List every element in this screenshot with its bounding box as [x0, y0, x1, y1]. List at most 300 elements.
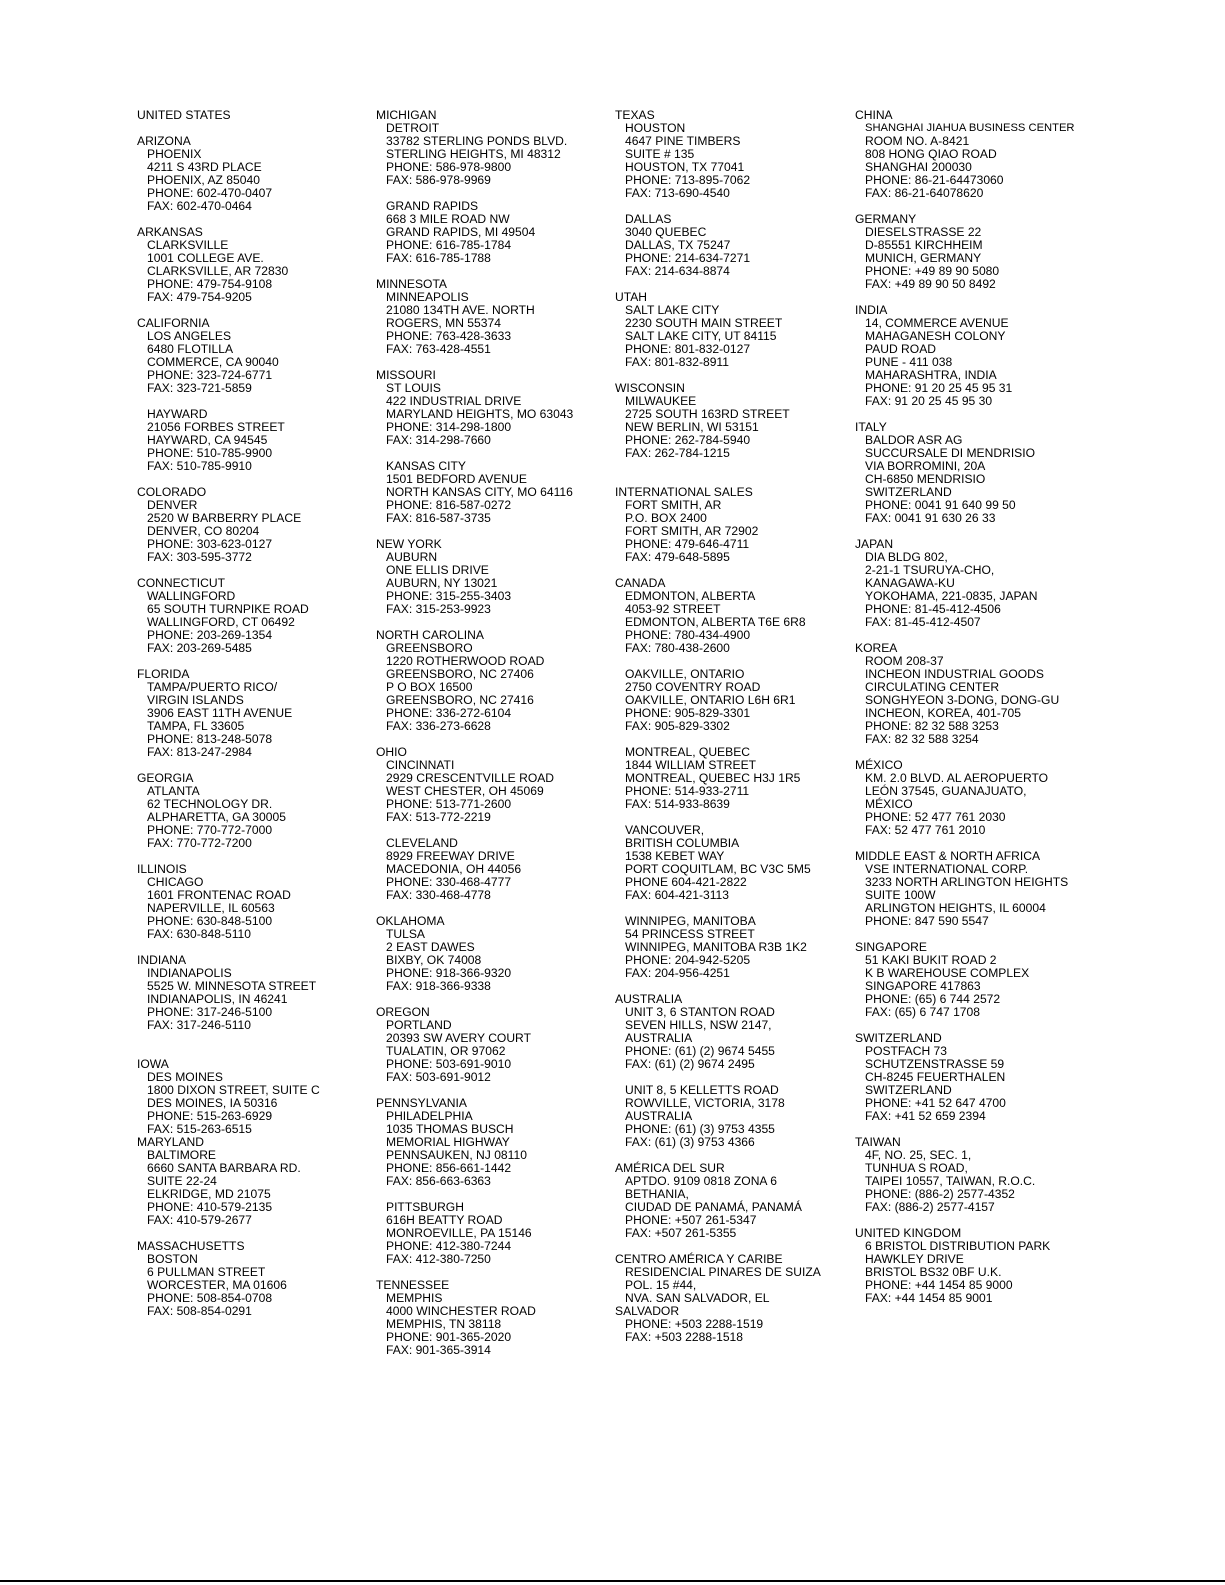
address-line: PHONE: 503-691-9010: [386, 1057, 512, 1071]
address-line: FAX: 813-247-2984: [147, 745, 252, 759]
address-line: FAX: 330-468-4778: [386, 888, 491, 902]
address-line: MEMORIAL HIGHWAY: [386, 1135, 510, 1149]
region-heading: FLORIDA: [137, 667, 190, 681]
address-line: 4F, NO. 25, SEC. 1,: [865, 1148, 972, 1162]
address-line: FAX: 479-754-9205: [147, 290, 252, 304]
address-line: PHONE: 510-785-9900: [147, 446, 273, 460]
address-line: FAX: 86-21-64078620: [865, 186, 984, 200]
page-bottom-rule: [0, 1580, 1225, 1582]
region-heading: MÉXICO: [855, 758, 903, 772]
address-line: FAX: 203-269-5485: [147, 641, 252, 655]
address-line: TUNHUA S ROAD,: [865, 1161, 968, 1175]
region-heading: CONNECTICUT: [137, 576, 226, 590]
address-line: FORT SMITH, AR: [625, 498, 722, 512]
address-line: CIRCULATING CENTER: [865, 680, 1000, 694]
address-line: FAX: 713-690-4540: [625, 186, 730, 200]
region-heading: SALVADOR: [615, 1304, 680, 1318]
address-line: POL. 15 #44,: [625, 1278, 697, 1292]
address-line: APTDO. 9109 0818 ZONA 6: [625, 1174, 777, 1188]
address-line: FAX: 52 477 761 2010: [865, 823, 986, 837]
address-line: FAX: 901-365-3914: [386, 1343, 491, 1357]
address-line: YOKOHAMA, 221-0835, JAPAN: [865, 589, 1038, 603]
address-line: PHONE: 204-942-5205: [625, 953, 751, 967]
address-line: PHONE: 317-246-5100: [147, 1005, 273, 1019]
address-line: 54 PRINCESS STREET: [625, 927, 755, 941]
region-heading: CANADA: [615, 576, 666, 590]
address-line: 1844 WILLIAM STREET: [625, 758, 757, 772]
address-line: FAX: 816-587-3735: [386, 511, 491, 525]
address-line: 14, COMMERCE AVENUE: [865, 316, 1009, 330]
address-line: 1220 ROTHERWOOD ROAD: [386, 654, 545, 668]
address-line: FAX: +503 2288-1518: [625, 1330, 744, 1344]
address-line: PHONE: 303-623-0127: [147, 537, 273, 551]
region-heading: NORTH CAROLINA: [376, 628, 484, 642]
address-line: POSTFACH 73: [865, 1044, 947, 1058]
address-line: 616H BEATTY ROAD: [386, 1213, 503, 1227]
address-line: PHONE: 86-21-64473060: [865, 173, 1004, 187]
region-heading: KOREA: [855, 641, 898, 655]
address-line: FAX: 303-595-3772: [147, 550, 252, 564]
address-line: 1601 FRONTENAC ROAD: [147, 888, 291, 902]
address-line: 6 BRISTOL DISTRIBUTION PARK: [865, 1239, 1051, 1253]
address-line: DALLAS: [625, 212, 672, 226]
address-line: WALLINGFORD, CT 06492: [147, 615, 295, 629]
address-line: 8929 FREEWAY DRIVE: [386, 849, 515, 863]
address-line: 3906 EAST 11TH AVENUE: [147, 706, 293, 720]
address-line: 6660 SANTA BARBARA RD.: [147, 1161, 301, 1175]
address-line: EDMONTON, ALBERTA T6E 6R8: [625, 615, 806, 629]
address-line: WORCESTER, MA 01606: [147, 1278, 287, 1292]
address-line: 65 SOUTH TURNPIKE ROAD: [147, 602, 309, 616]
directory-column-4: [855, 109, 1085, 1305]
region-heading: SINGAPORE: [855, 940, 927, 954]
address-line: ELKRIDGE, MD 21075: [147, 1187, 271, 1201]
address-line: BALDOR ASR AG: [865, 433, 963, 447]
address-line: LEÓN 37545, GUANAJUATO,: [865, 784, 1027, 798]
address-line: PHONE: 479-646-4711: [625, 537, 750, 551]
address-line: FAX: (65) 6 747 1708: [865, 1005, 980, 1019]
address-line: TUALATIN, OR 97062: [386, 1044, 506, 1058]
region-heading: TENNESSEE: [376, 1278, 450, 1292]
address-line: NVA. SAN SALVADOR, EL: [625, 1291, 770, 1305]
address-line: 20393 SW AVERY COURT: [386, 1031, 531, 1045]
address-line: FAX: (61) (2) 9674 2495: [625, 1057, 755, 1071]
blank-line: [137, 1032, 367, 1045]
region-heading: INDIA: [855, 303, 888, 317]
region-heading: JAPAN: [855, 537, 894, 551]
address-line: FAX: 0041 91 630 26 33: [865, 511, 996, 525]
address-line: PHONE: 323-724-6771: [147, 368, 273, 382]
address-line: GREENSBORO: [386, 641, 473, 655]
address-line: FAX: 503-691-9012: [386, 1070, 491, 1084]
address-line: FAX: 905-829-3302: [625, 719, 730, 733]
region-heading: MISSOURI: [376, 368, 436, 382]
region-heading: WISCONSIN: [615, 381, 685, 395]
address-line: ROOM NO. A-8421: [865, 134, 970, 148]
address-line: VSE INTERNATIONAL CORP.: [865, 862, 1029, 876]
address-line: 21056 FORBES STREET: [147, 420, 285, 434]
address-line: TAIPEI 10557, TAIWAN, R.O.C.: [865, 1174, 1036, 1188]
address-line: SEVEN HILLS, NSW 2147,: [625, 1018, 772, 1032]
address-line: INCHEON, KOREA, 401-705: [865, 706, 1021, 720]
address-line: DENVER: [147, 498, 198, 512]
address-line: GREENSBORO, NC 27406: [386, 667, 534, 681]
region-heading: ITALY: [855, 420, 887, 434]
address-line: PHONE: 315-255-3403: [386, 589, 512, 603]
address-line: AUSTRALIA: [625, 1109, 693, 1123]
address-line: OAKVILLE, ONTARIO L6H 6R1: [625, 693, 796, 707]
address-line: PHONE: 336-272-6104: [386, 706, 512, 720]
region-heading: GERMANY: [855, 212, 917, 226]
address-line: FAX: 91 20 25 45 95 30: [865, 394, 993, 408]
address-line: PHONE: 901-365-2020: [386, 1330, 512, 1344]
address-line: FAX: +44 1454 85 9001: [865, 1291, 993, 1305]
region-heading: INTERNATIONAL SALES: [615, 485, 753, 499]
address-line: BRISTOL BS32 0BF U.K.: [865, 1265, 1002, 1279]
address-line: WALLINGFORD: [147, 589, 236, 603]
address-line: PUNE - 411 038: [865, 355, 953, 369]
address-line: PHONE: 412-380-7244: [386, 1239, 512, 1253]
address-line: UNIT 3, 6 STANTON ROAD: [625, 1005, 775, 1019]
address-line: FAX: 510-785-9910: [147, 459, 252, 473]
address-line: CLEVELAND: [386, 836, 458, 850]
address-line: PHONE: 905-829-3301: [625, 706, 751, 720]
address-line: PHONE: 770-772-7000: [147, 823, 273, 837]
address-line: 808 HONG QIAO ROAD: [865, 147, 997, 161]
address-line: PAUD ROAD: [865, 342, 937, 356]
address-line: PHONE: 262-784-5940: [625, 433, 751, 447]
address-line: PITTSBURGH: [386, 1200, 464, 1214]
address-line: AUSTRALIA: [625, 1031, 693, 1045]
address-line: WINNIPEG, MANITOBA: [625, 914, 756, 928]
address-line: FAX: 918-366-9338: [386, 979, 491, 993]
address-line: 2750 COVENTRY ROAD: [625, 680, 761, 694]
address-line: VIA BORROMINI, 20A: [865, 459, 986, 473]
address-line: FAX: 856-663-6363: [386, 1174, 491, 1188]
address-line: 2-21-1 TSURUYA-CHO,: [865, 563, 995, 577]
region-heading: AUSTRALIA: [615, 992, 683, 1006]
address-line: NEW BERLIN, WI 53151: [625, 420, 759, 434]
address-line: AUBURN: [386, 550, 438, 564]
address-line: SWITZERLAND: [865, 1083, 952, 1097]
address-line: 4053-92 STREET: [625, 602, 721, 616]
address-line: PHONE: 713-895-7062: [625, 173, 751, 187]
address-line: MONTREAL, QUEBEC: [625, 745, 750, 759]
address-line: PHONE: 515-263-6929: [147, 1109, 273, 1123]
region-heading: INDIANA: [137, 953, 187, 967]
address-line: PENNSAUKEN, NJ 08110: [386, 1148, 527, 1162]
address-line: SINGAPORE 417863: [865, 979, 981, 993]
address-line: FAX: 314-298-7660: [386, 433, 491, 447]
region-heading: NEW YORK: [376, 537, 442, 551]
address-line: PHONE: 52 477 761 2030: [865, 810, 1006, 824]
address-line: PHONE: (886-2) 2577-4352: [865, 1187, 1015, 1201]
address-line: 1538 KEBET WAY: [625, 849, 725, 863]
address-line: DALLAS, TX 75247: [625, 238, 731, 252]
address-line: 1800 DIXON STREET, SUITE C: [147, 1083, 320, 1097]
address-line: FAX: 317-246-5110: [147, 1018, 251, 1032]
region-heading: TEXAS: [615, 108, 655, 122]
address-line: HOUSTON, TX 77041: [625, 160, 745, 174]
blank-line: [855, 291, 1085, 304]
address-line: ROGERS, MN 55374: [386, 316, 501, 330]
address-line: PHONE: 479-754-9108: [147, 277, 273, 291]
address-line: PHONE: +49 89 90 5080: [865, 264, 1000, 278]
address-line: FAX: 410-579-2677: [147, 1213, 252, 1227]
address-line: 6480 FLOTILLA: [147, 342, 234, 356]
address-line: 5525 W. MINNESOTA STREET: [147, 979, 317, 993]
address-line: TAMPA, FL 33605: [147, 719, 245, 733]
address-line: FAX: 262-784-1215: [625, 446, 730, 460]
address-line: FAX: 514-933-8639: [625, 797, 730, 811]
address-line: PHONE: 847 590 5547: [865, 914, 989, 928]
address-line: FAX: 801-832-8911: [625, 355, 729, 369]
address-line: GRAND RAPIDS: [386, 199, 479, 213]
blank-line: [137, 1045, 367, 1058]
address-line: DIESELSTRASSE 22: [865, 225, 982, 239]
address-line: RESIDENCIAL PINARES DE SUIZA: [625, 1265, 821, 1279]
address-line: DENVER, CO 80204: [147, 524, 260, 538]
address-line: PHONE: 314-298-1800: [386, 420, 512, 434]
address-line: LOS ANGELES: [147, 329, 232, 343]
address-line: 4211 S 43RD PLACE: [147, 160, 262, 174]
region-heading: TAIWAN: [855, 1135, 901, 1149]
region-heading: CENTRO AMÉRICA Y CARIBE: [615, 1252, 783, 1266]
address-line: ST LOUIS: [386, 381, 441, 395]
address-line: PHOENIX, AZ 85040: [147, 173, 260, 187]
region-heading: UTAH: [615, 290, 648, 304]
region-heading: IOWA: [137, 1057, 169, 1071]
address-line: SALT LAKE CITY: [625, 303, 720, 317]
address-line: BETHANIA,: [625, 1187, 689, 1201]
address-line: FAX: (886-2) 2577-4157: [865, 1200, 995, 1214]
address-line: PHONE: 801-832-0127: [625, 342, 751, 356]
address-line: SWITZERLAND: [865, 485, 952, 499]
address-line: CLARKSVILLE, AR 72830: [147, 264, 289, 278]
address-line: PHONE: (61) (2) 9674 5455: [625, 1044, 775, 1058]
address-line: HOUSTON: [625, 121, 686, 135]
region-heading: MASSACHUSETTS: [137, 1239, 245, 1253]
address-line: 62 TECHNOLOGY DR.: [147, 797, 273, 811]
address-line: 2929 CRESCENTVILLE ROAD: [386, 771, 555, 785]
address-line: CLARKSVILLE: [147, 238, 229, 252]
blank-line: [855, 408, 1085, 421]
address-line: PORTLAND: [386, 1018, 452, 1032]
region-heading: SWITZERLAND: [855, 1031, 942, 1045]
address-line: ATLANTA: [147, 784, 200, 798]
address-line: 1035 THOMAS BUSCH: [386, 1122, 514, 1136]
address-line: PHONE: 203-269-1354: [147, 628, 273, 642]
region-heading: OKLAHOMA: [376, 914, 445, 928]
address-line: MUNICH, GERMANY: [865, 251, 982, 265]
address-line: INDIANAPOLIS: [147, 966, 232, 980]
address-line: PHONE: +503 2288-1519: [625, 1317, 764, 1331]
address-line: PHONE: 780-434-4900: [625, 628, 751, 642]
address-line: INCHEON INDUSTRIAL GOODS: [865, 667, 1044, 681]
region-heading: CALIFORNIA: [137, 316, 210, 330]
address-line: ROWVILLE, VICTORIA, 3178: [625, 1096, 785, 1110]
region-heading: ARKANSAS: [137, 225, 203, 239]
address-line: PHONE: +44 1454 85 9000: [865, 1278, 1013, 1292]
address-line: FAX: +507 261-5355: [625, 1226, 737, 1240]
address-line: BOSTON: [147, 1252, 198, 1266]
address-line: K B WAREHOUSE COMPLEX: [865, 966, 1030, 980]
address-line: 2230 SOUTH MAIN STREET: [625, 316, 783, 330]
address-line: PORT COQUITLAM, BC V3C 5M5: [625, 862, 811, 876]
address-line: GRAND RAPIDS, MI 49504: [386, 225, 536, 239]
address-line: PHONE: 630-848-5100: [147, 914, 273, 928]
address-line: FAX: 602-470-0464: [147, 199, 252, 213]
address-line: MAHARASHTRA, INDIA: [865, 368, 997, 382]
address-line: MARYLAND HEIGHTS, MO 63043: [386, 407, 574, 421]
address-line: VIRGIN ISLANDS: [147, 693, 244, 707]
address-line: FAX: 763-428-4551: [386, 342, 491, 356]
address-line: COMMERCE, CA 90040: [147, 355, 279, 369]
address-line: PHONE: 763-428-3633: [386, 329, 512, 343]
address-line: FAX: 770-772-7200: [147, 836, 252, 850]
address-line: PHILADELPHIA: [386, 1109, 473, 1123]
address-line: VANCOUVER,: [625, 823, 705, 837]
address-line: HAYWARD, CA 94545: [147, 433, 268, 447]
address-line: PHONE: 514-933-2711: [625, 784, 750, 798]
address-line: 2725 SOUTH 163RD STREET: [625, 407, 790, 421]
address-line: SUITE # 135: [625, 147, 695, 161]
address-line: MINNEAPOLIS: [386, 290, 469, 304]
region-heading: UNITED STATES: [137, 108, 231, 122]
blank-line: [376, 733, 608, 746]
blank-line: [615, 278, 847, 291]
region-heading: ILLINOIS: [137, 862, 187, 876]
address-line: NORTH KANSAS CITY, MO 64116: [386, 485, 573, 499]
address-line: PHONE: 82 32 588 3253: [865, 719, 999, 733]
address-line: EDMONTON, ALBERTA: [625, 589, 756, 603]
address-line: FAX: 630-848-5110: [147, 927, 251, 941]
region-heading: UNITED KINGDOM: [855, 1226, 962, 1240]
address-line: FAX: 204-956-4251: [625, 966, 730, 980]
address-line: 51 KAKI BUKIT ROAD 2: [865, 953, 997, 967]
address-line: SUITE 100W: [865, 888, 936, 902]
region-heading: MIDDLE EAST & NORTH AFRICA: [855, 849, 1041, 863]
address-line: HAWKLEY DRIVE: [865, 1252, 964, 1266]
region-heading: COLORADO: [137, 485, 207, 499]
address-line: HAYWARD: [147, 407, 208, 421]
address-line: MONROEVILLE, PA 15146: [386, 1226, 532, 1240]
address-line: SCHUTZENSTRASSE 59: [865, 1057, 1005, 1071]
address-line: TULSA: [386, 927, 425, 941]
address-line: CINCINNATI: [386, 758, 455, 772]
address-line: CIUDAD DE PANAMÁ, PANAMÁ: [625, 1200, 802, 1214]
address-line: 4647 PINE TIMBERS: [625, 134, 741, 148]
address-line: KM. 2.0 BLVD. AL AEROPUERTO: [865, 771, 1049, 785]
address-line: FAX: 81-45-412-4507: [865, 615, 981, 629]
address-line: 21080 134TH AVE. NORTH: [386, 303, 535, 317]
address-line: 33782 STERLING PONDS BLVD.: [386, 134, 568, 148]
address-line: STERLING HEIGHTS, MI 48312: [386, 147, 561, 161]
address-line: PHONE: +41 52 647 4700: [865, 1096, 1006, 1110]
address-line: ALPHARETTA, GA 30005: [147, 810, 286, 824]
address-line: DETROIT: [386, 121, 440, 135]
address-line: BIXBY, OK 74008: [386, 953, 482, 967]
address-line: NAPERVILLE, IL 60563: [147, 901, 275, 915]
address-line: UNIT 8, 5 KELLETTS ROAD: [625, 1083, 779, 1097]
address-line: PHONE: 91 20 25 45 95 31: [865, 381, 1013, 395]
directory-column-3: [615, 109, 847, 1344]
address-line: FAX: 513-772-2219: [386, 810, 491, 824]
address-line: SUCCURSALE DI MENDRISIO: [865, 446, 1036, 460]
region-heading: ARIZONA: [137, 134, 191, 148]
address-line: 4000 WINCHESTER ROAD: [386, 1304, 536, 1318]
address-line: PHONE: 0041 91 640 99 50: [865, 498, 1016, 512]
address-line: FAX: +41 52 659 2394: [865, 1109, 986, 1123]
address-line: CH-8245 FEUERTHALEN: [865, 1070, 1006, 1084]
address-line: FAX: 616-785-1788: [386, 251, 491, 265]
address-line: ROOM 208-37: [865, 654, 944, 668]
address-line: FAX: (61) (3) 9753 4366: [625, 1135, 755, 1149]
region-heading: OREGON: [376, 1005, 430, 1019]
address-line: 1001 COLLEGE AVE.: [147, 251, 264, 265]
address-line: MONTREAL, QUEBEC H3J 1R5: [625, 771, 801, 785]
address-line: BRITISH COLUMBIA: [625, 836, 740, 850]
address-line: PHONE: 81-45-412-4506: [865, 602, 1001, 616]
address-line: 3233 NORTH ARLINGTON HEIGHTS: [865, 875, 1069, 889]
region-heading: GEORGIA: [137, 771, 194, 785]
address-line: 668 3 MILE ROAD NW: [386, 212, 510, 226]
address-line: P O BOX 16500: [386, 680, 473, 694]
address-line: MÉXICO: [865, 797, 913, 811]
address-line: MEMPHIS, TN 38118: [386, 1317, 502, 1331]
address-line: PHOENIX: [147, 147, 202, 161]
address-line: D-85551 KIRCHHEIM: [865, 238, 983, 252]
address-line: PHONE: 616-785-1784: [386, 238, 512, 252]
region-heading: MINNESOTA: [376, 277, 447, 291]
address-line: PHONE: +507 261-5347: [625, 1213, 757, 1227]
address-line: FAX: 515-263-6515: [147, 1122, 252, 1136]
address-line: GREENSBORO, NC 27416: [386, 693, 534, 707]
address-line: SONGHYEON 3-DONG, DONG-GU: [865, 693, 1060, 707]
address-line: 1501 BEDFORD AVENUE: [386, 472, 527, 486]
address-line: CH-6850 MENDRISIO: [865, 472, 986, 486]
address-line: 3040 QUEBEC: [625, 225, 707, 239]
address-line: ARLINGTON HEIGHTS, IL 60004: [865, 901, 1046, 915]
region-heading: PENNSYLVANIA: [376, 1096, 467, 1110]
directory-column-2: [376, 109, 608, 1357]
address-line: FAX: 604-421-3113: [625, 888, 729, 902]
address-line: KANSAS CITY: [386, 459, 466, 473]
address-line: DES MOINES: [147, 1070, 223, 1084]
address-line: SUITE 22-24: [147, 1174, 217, 1188]
directory-column-1: [137, 109, 367, 1318]
address-line: WEST CHESTER, OH 45069: [386, 784, 544, 798]
region-heading: MICHIGAN: [376, 108, 437, 122]
address-line: 2 EAST DAWES: [386, 940, 475, 954]
address-line: PHONE: 918-366-9320: [386, 966, 512, 980]
address-line: SHANGHAI 200030: [865, 160, 972, 174]
address-line: AUBURN, NY 13021: [386, 576, 498, 590]
address-line: PHONE: 816-587-0272: [386, 498, 512, 512]
address-line: ONE ELLIS DRIVE: [386, 563, 489, 577]
address-line: SHANGHAI JIAHUA BUSINESS CENTER: [865, 122, 1075, 134]
address-line: 2520 W BARBERRY PLACE: [147, 511, 302, 525]
region-heading: CHINA: [855, 108, 893, 122]
address-line: FAX: 214-634-8874: [625, 264, 730, 278]
address-line: DIA BLDG 802,: [865, 550, 948, 564]
address-line: FORT SMITH, AR 72902: [625, 524, 759, 538]
address-line: CHICAGO: [147, 875, 204, 889]
address-line: PHONE: (61) (3) 9753 4355: [625, 1122, 775, 1136]
address-line: FAX: 508-854-0291: [147, 1304, 252, 1318]
region-heading: OHIO: [376, 745, 407, 759]
address-line: MACEDONIA, OH 44056: [386, 862, 522, 876]
